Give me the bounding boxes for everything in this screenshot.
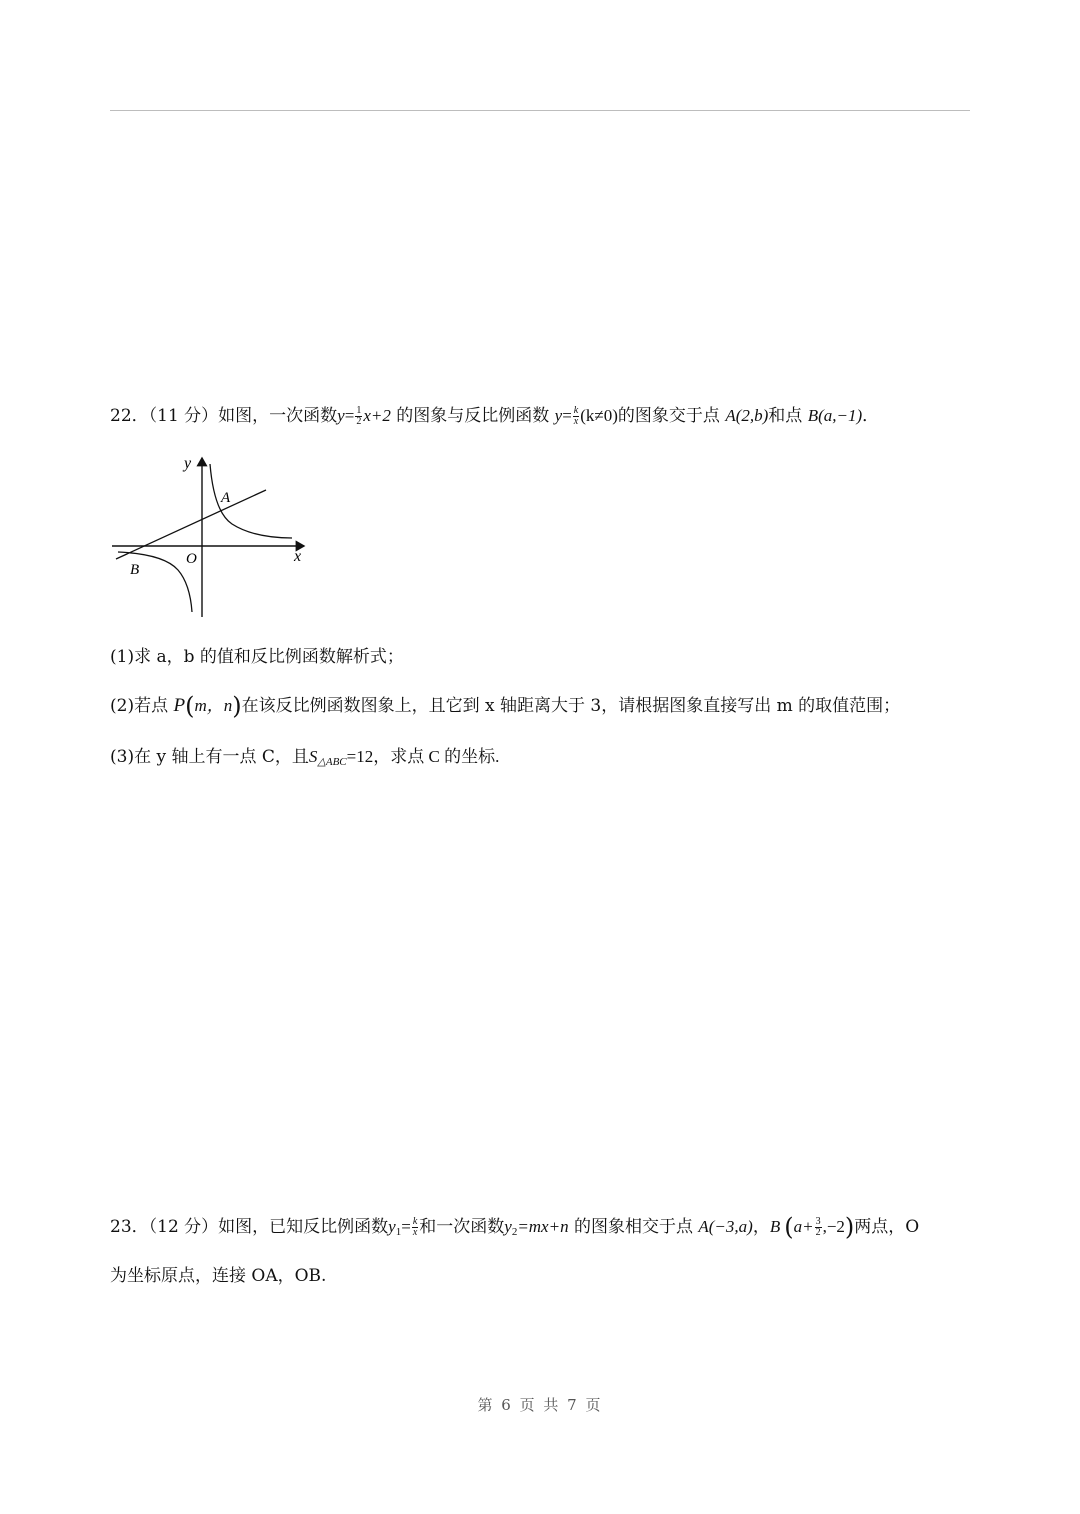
fraction-three-halves: $\frac{3}{2}$ — [815, 1215, 821, 1238]
q23-stem: 23．（12 分）如图，已知反比例函数 y 1 = $\frac{k}{x}$ 和一次函数 y 2 =mx+n 的图象相交于点 A(−3,a) ， B ( a+ $\frac{3}{2}$ ,−2 ) 两点，O — [110, 1213, 920, 1241]
function-graph-figure — [108, 452, 308, 622]
fraction-k-over-x: $\frac{k}{x}$ — [573, 404, 579, 427]
origin-label: O — [186, 551, 197, 567]
header-rule — [110, 110, 970, 111]
fraction-one-half: $\frac{1}{2}$ — [356, 404, 362, 427]
page-footer: 第 6 页 共 7 页 — [477, 1396, 603, 1414]
point-a-label: A — [221, 490, 231, 506]
point-b-label: B — [130, 562, 140, 578]
hyperbola-branch-q3 — [118, 552, 192, 612]
q22-part3: (3)在 y 轴上有一点 C，且 S △ABC =12，求点 C 的坐标. — [110, 747, 500, 768]
q22-stem: 22．（11 分）如图，一次函数 y = $\frac{1}{2}$ x+2 的图象与反比例函数 y = $\frac{k}{x}$ (k≠0) 的图象交于点 A(2,b) 和点 B(a,−1) ． — [110, 404, 880, 427]
q22-part1: (1)求 a，b 的值和反比例函数解析式； — [110, 647, 404, 667]
x-axis-label: x — [294, 548, 302, 565]
linear-function-line — [116, 490, 266, 559]
fraction-k-over-x: $\frac{k}{x}$ — [412, 1215, 418, 1238]
y-axis-label: y — [184, 455, 192, 472]
q22-part2: (2)若点 P ( m，n ) 在该反比例函数图象上，且它到 x 轴距离大于 3，请根据图象直接写出 m 的取值范围； — [110, 692, 901, 720]
q23-stem-line2: 为坐标原点，连接 OA，OB. — [110, 1266, 327, 1286]
